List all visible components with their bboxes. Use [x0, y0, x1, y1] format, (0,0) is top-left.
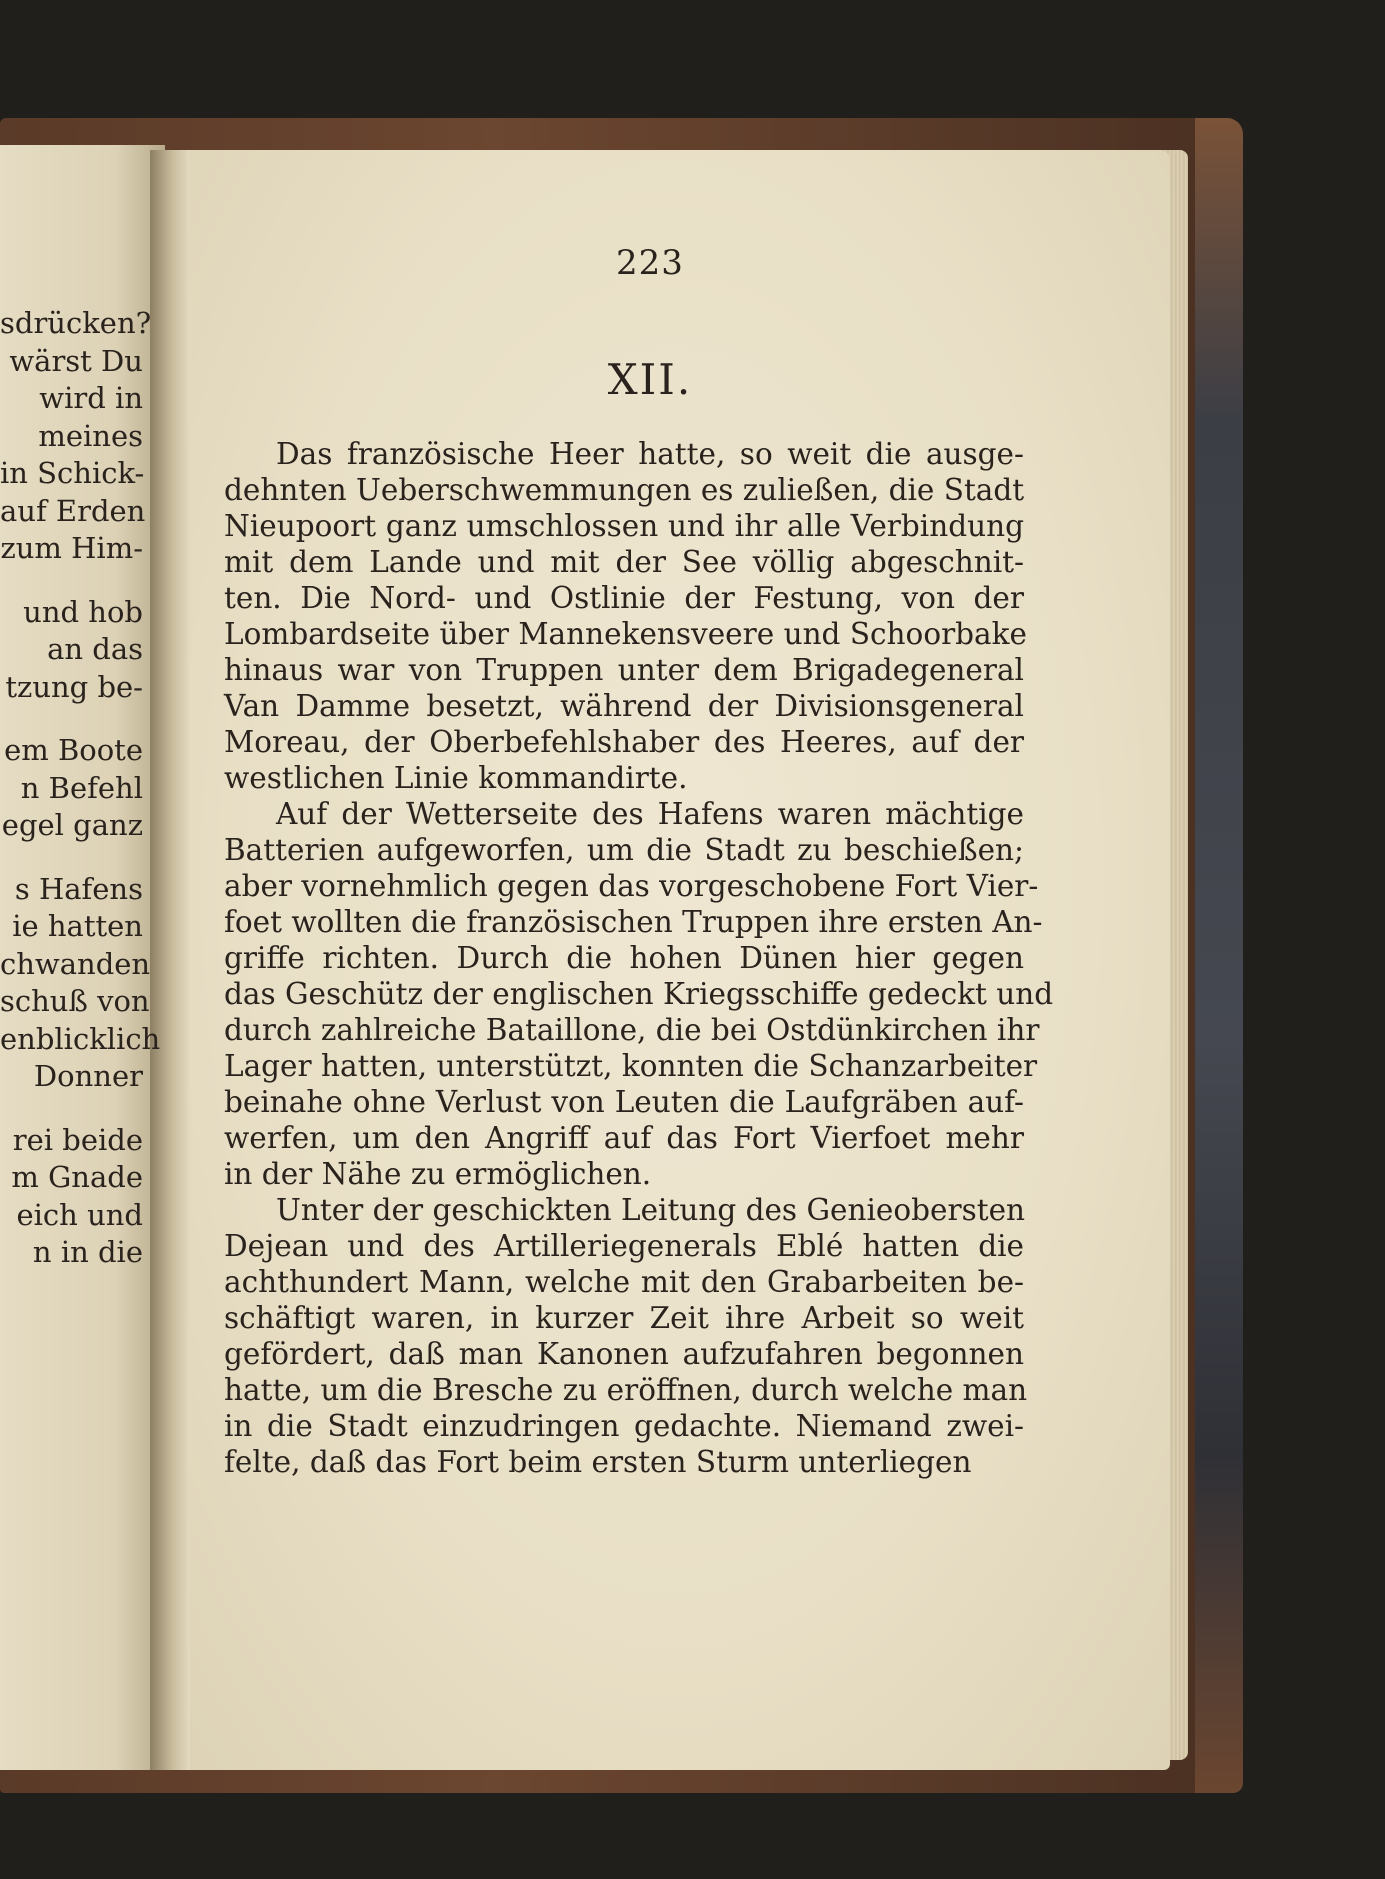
text-line: hinaus war von Truppen unter dem Brigadegeneral	[224, 653, 1024, 687]
left-page-gap	[0, 845, 165, 871]
left-page-line: in Schick-	[0, 456, 145, 490]
text-line: Nieupoort ganz umschlossen und ihr alle Verbindung	[224, 509, 1024, 543]
page-body-text	[224, 436, 1054, 1480]
text-line: gefördert, daß man Kanonen aufzufahren begonnen	[224, 1337, 1024, 1371]
left-page-line: chwanden	[0, 946, 151, 981]
text-line: beinahe ohne Verlust von Leuten die Laufgräben auf-	[224, 1085, 1024, 1119]
left-page-line: wärst Du	[9, 343, 143, 378]
text-line: Lager hatten, unterstützt, konnten die Schanzarbeiter	[224, 1049, 1038, 1083]
left-page-line: eich und	[16, 1197, 143, 1232]
left-page-line: an das	[47, 632, 143, 666]
text-line: aber vornehmlich gegen das vorgeschobene Fort Vier-	[224, 869, 1039, 903]
left-page-line: meines	[38, 418, 143, 453]
text-line: Lombardseite über Mannekensveere und Schoorbake	[224, 617, 1027, 651]
text-line: Van Damme besetzt, während der Divisionsgeneral	[224, 689, 1024, 723]
left-page-text	[0, 305, 165, 1272]
left-page-line: egel ganz	[1, 808, 143, 842]
left-page-line: n Befehl	[20, 770, 143, 805]
left-page-line: wird in	[39, 381, 143, 415]
left-page-line: und hob	[23, 594, 143, 629]
text-line: achthundert Mann, welche mit den Grabarbeiten be-	[224, 1265, 1024, 1299]
left-page-line: zum Him-	[0, 531, 143, 565]
text-line: dehnten Ueberschwemmungen es zuließen, die Stadt	[224, 473, 1025, 507]
text-line: Das französische Heer hatte, so weit die ausge-	[276, 437, 1024, 471]
left-page-line: s Hafens	[14, 871, 143, 906]
text-line: in der Nähe zu ermöglichen.	[224, 1157, 652, 1191]
text-line: Batterien aufgeworfen, um die Stadt zu beschießen;	[224, 833, 1024, 867]
left-page-gap	[0, 568, 165, 594]
text-line: schäftigt waren, in kurzer Zeit ihre Arbeit so weit	[224, 1301, 1024, 1335]
left-page-line: tzung be-	[5, 669, 143, 704]
text-line: Auf der Wetterseite des Hafens waren mächtige	[276, 797, 1024, 831]
text-line: werfen, um den Angriff auf das Fort Vierfoet mehr	[224, 1121, 1024, 1155]
page-number: 223	[616, 243, 684, 283]
left-page-line: n in die	[32, 1235, 143, 1269]
text-line: Moreau, der Oberbefehlshaber des Heeres, auf der	[224, 725, 1024, 759]
text-line: in die Stadt einzudringen gedachte. Niemand zwei-	[224, 1409, 1024, 1443]
left-page-line: ie hatten	[12, 909, 143, 943]
left-page-line: auf Erden	[0, 493, 146, 528]
chapter-heading: XII.	[607, 355, 693, 404]
text-line: griffe richten. Durch die hohen Dünen hier gegen	[224, 941, 1024, 975]
book-cover-edge	[1195, 118, 1243, 1793]
paragraph	[224, 1192, 1028, 1480]
left-page-gap	[0, 706, 165, 732]
left-page-line: rei beide	[12, 1122, 143, 1157]
text-line: ten. Die Nord- und Ostlinie der Festung, von der	[224, 581, 1024, 615]
text-line: mit dem Lande und mit der See völlig abgeschnit-	[224, 545, 1024, 579]
text-line: durch zahlreiche Bataillone, die bei Ostdünkirchen ihr	[224, 1013, 1040, 1047]
left-page-gap	[0, 1096, 165, 1122]
text-line: westlichen Linie kommandirte.	[224, 761, 688, 795]
text-line: das Geschütz der englischen Kriegsschiffe gedeckt und	[224, 977, 1054, 1011]
left-page-line: m Gnade	[11, 1160, 143, 1194]
text-line: felte, daß das Fort beim ersten Sturm unterliegen	[224, 1445, 972, 1479]
paragraph	[224, 436, 1027, 796]
text-line: foet wollten die französischen Truppen ihre ersten An-	[224, 905, 1043, 939]
paragraph	[224, 796, 1054, 1192]
text-line: hatte, um die Bresche zu eröffnen, durch welche man	[224, 1373, 1028, 1407]
text-line: Dejean und des Artilleriegenerals Eblé hatten die	[224, 1229, 1024, 1263]
left-page-line: enblicklich	[0, 1021, 161, 1056]
left-page-line: schuß von	[0, 984, 150, 1018]
left-page-line: sdrücken?	[0, 306, 152, 340]
left-page-line: Donner	[33, 1059, 143, 1093]
left-page-line: em Boote	[4, 733, 143, 767]
text-line: Unter der geschickten Leitung des Genieobersten	[276, 1193, 1026, 1227]
